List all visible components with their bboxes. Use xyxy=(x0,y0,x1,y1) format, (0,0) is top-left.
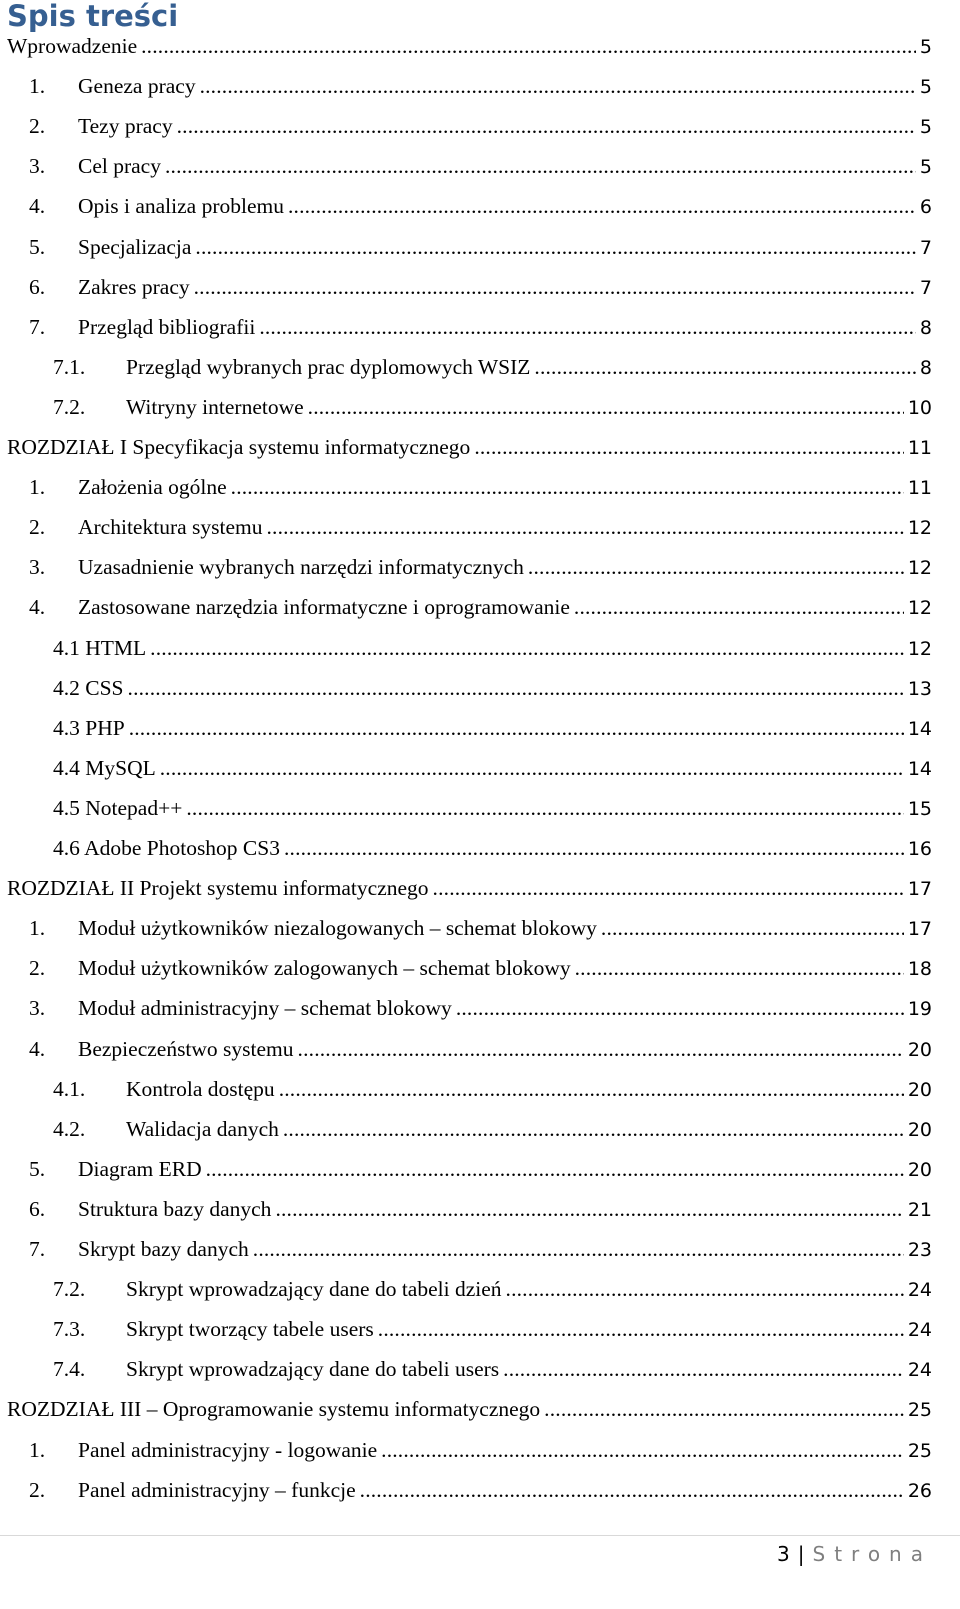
toc-entry-page: 24 xyxy=(907,1319,932,1342)
toc-entry-page: 24 xyxy=(907,1279,932,1302)
toc-entry-number: 7. xyxy=(29,314,46,339)
toc-entry-number: 4.1. xyxy=(53,1076,86,1101)
toc-dot-leader xyxy=(524,547,904,587)
toc-dot-leader xyxy=(196,66,916,106)
toc-entry-label: Panel administracyjny – funkcje xyxy=(78,1477,356,1502)
toc-dot-leader xyxy=(137,26,916,66)
toc-entry-label: Kontrola dostępu xyxy=(126,1076,275,1101)
toc-entry-number: 4. xyxy=(29,1036,46,1061)
toc-entry-label: Skrypt wprowadzający dane do tabeli dzień xyxy=(126,1277,502,1302)
toc-entry-number: 2. xyxy=(29,515,46,540)
toc-entry-page: 12 xyxy=(907,557,932,580)
toc-dot-leader xyxy=(275,1069,904,1109)
toc-entry[interactable] xyxy=(0,587,960,627)
toc-dot-leader xyxy=(124,668,904,708)
toc-entry[interactable] xyxy=(0,227,960,267)
toc-entry[interactable] xyxy=(0,387,960,427)
toc-entry-page: 20 xyxy=(907,1158,932,1181)
toc-entry-label: Moduł użytkowników zalogowanych – schemat blokowy xyxy=(78,956,571,981)
toc-entry-number: 7.2. xyxy=(53,1277,86,1302)
toc-entry[interactable] xyxy=(0,948,960,988)
toc-entry-label: ROZDZIAŁ I Specyfikacja systemu informatycznego xyxy=(7,435,471,459)
toc-entry[interactable] xyxy=(0,507,960,547)
toc-dot-leader xyxy=(374,1309,904,1349)
toc-dot-leader xyxy=(429,868,904,908)
toc-entry-label: 4.4 MySQL xyxy=(53,755,156,780)
toc-entry-label: Cel pracy xyxy=(78,154,161,179)
toc-dot-leader xyxy=(377,1430,904,1470)
toc-entry-number: 6. xyxy=(29,274,46,299)
toc-entry-page: 5 xyxy=(919,76,932,99)
toc-entry-label: Przegląd bibliografii xyxy=(78,314,256,339)
footer-separator: | xyxy=(797,1542,805,1566)
toc-entry[interactable] xyxy=(0,1269,960,1309)
toc-entry[interactable] xyxy=(0,828,960,868)
toc-entry[interactable] xyxy=(0,1349,960,1389)
toc-entry[interactable] xyxy=(0,186,960,226)
toc-dot-leader xyxy=(304,387,904,427)
toc-entry-label: 4.2 CSS xyxy=(53,675,124,700)
toc-dot-leader xyxy=(294,1029,904,1069)
toc-entry-page: 11 xyxy=(907,437,932,459)
toc-entry[interactable] xyxy=(0,1309,960,1349)
toc-dot-leader xyxy=(271,1189,903,1229)
toc-entry-number: 7. xyxy=(29,1237,46,1261)
toc-entry[interactable] xyxy=(0,748,960,788)
toc-entry-page: 16 xyxy=(907,838,932,860)
toc-entry-page: 23 xyxy=(907,1239,932,1261)
toc-entry-label: Diagram ERD xyxy=(78,1156,202,1181)
toc-entry-number: 2. xyxy=(29,956,46,981)
toc-entry-label: Zakres pracy xyxy=(78,274,190,299)
footer-divider xyxy=(0,1535,960,1536)
toc-entry-page: 20 xyxy=(907,1078,932,1101)
toc-entry-number: 2. xyxy=(29,1477,46,1502)
toc-entry-page: 11 xyxy=(907,477,932,500)
toc-dot-leader xyxy=(540,1389,904,1429)
toc-entry-label: Moduł użytkowników niezalogowanych – schemat blokowy xyxy=(78,916,597,941)
toc-dot-leader xyxy=(249,1229,904,1269)
toc-dot-leader xyxy=(125,708,904,748)
toc-entry-page: 21 xyxy=(907,1198,932,1221)
toc-entry-page: 5 xyxy=(919,116,932,139)
toc-entry-label: Skrypt tworzący tabele users xyxy=(126,1317,374,1342)
toc-entry-page: 5 xyxy=(919,156,932,179)
toc-dot-leader xyxy=(182,788,903,828)
toc-entry[interactable] xyxy=(0,868,960,908)
toc-dot-leader xyxy=(284,186,916,226)
toc-entry[interactable] xyxy=(0,668,960,708)
toc-entry-page: 12 xyxy=(907,517,932,540)
toc-dot-leader xyxy=(452,988,904,1028)
toc-entry-label: Bezpieczeństwo systemu xyxy=(78,1036,294,1061)
toc-entry-page: 17 xyxy=(907,878,932,901)
toc-entry-label: ROZDZIAŁ III – Oprogramowanie systemu informatycznego xyxy=(7,1397,541,1422)
footer-page-number: 3 xyxy=(777,1542,790,1566)
toc-entry-label: Geneza pracy xyxy=(78,74,196,99)
toc-entry-label: Walidacja danych xyxy=(126,1116,279,1141)
toc-entry[interactable] xyxy=(0,988,960,1028)
toc-dot-leader xyxy=(227,467,904,507)
toc-dot-leader xyxy=(279,1109,904,1149)
toc-entry-page: 7 xyxy=(919,276,932,299)
toc-dot-leader xyxy=(263,507,904,547)
toc-entry-page: 12 xyxy=(907,637,932,660)
toc-entry-label: Specjalizacja xyxy=(78,234,192,259)
toc-entry-number: 7.4. xyxy=(53,1357,86,1382)
toc-entry-label: Panel administracyjny - logowanie xyxy=(78,1437,378,1462)
toc-entry-number: 6. xyxy=(29,1196,46,1221)
toc-dot-leader xyxy=(530,347,916,387)
toc-entry-label: Struktura bazy danych xyxy=(78,1196,272,1221)
toc-entry[interactable] xyxy=(0,146,960,186)
toc-entry-label: Tezy pracy xyxy=(78,114,173,139)
toc-dot-leader xyxy=(502,1269,904,1309)
toc-entry[interactable] xyxy=(0,267,960,307)
toc-entry[interactable] xyxy=(0,26,960,66)
toc-entry[interactable] xyxy=(0,66,960,106)
toc-entry[interactable] xyxy=(0,1069,960,1109)
toc-entry-page: 20 xyxy=(907,1118,932,1141)
toc-entry-number: 4. xyxy=(29,194,46,219)
toc-dot-leader xyxy=(161,146,916,186)
page-footer xyxy=(777,1540,932,1568)
toc-entry-page: 8 xyxy=(919,356,932,379)
toc-entry-number: 7.2. xyxy=(53,394,86,419)
toc-entry[interactable] xyxy=(0,1189,960,1229)
toc-entry[interactable] xyxy=(0,347,960,387)
toc-entry-label: Zastosowane narzędzia informatyczne i oprogramowanie xyxy=(78,595,570,620)
toc-entry-number: 1. xyxy=(29,1437,46,1462)
toc-entry-label: Opis i analiza problemu xyxy=(78,194,284,219)
toc-dot-leader xyxy=(202,1149,904,1189)
toc-dot-leader xyxy=(156,748,904,788)
toc-dot-leader xyxy=(280,828,904,868)
toc-dot-leader xyxy=(470,427,904,467)
toc-dot-leader xyxy=(571,948,904,988)
toc-entry[interactable] xyxy=(0,1149,960,1189)
toc-entry[interactable] xyxy=(0,1109,960,1149)
toc-entry-page: 20 xyxy=(907,1038,932,1061)
toc-entry-label: Moduł administracyjny – schemat blokowy xyxy=(78,996,452,1021)
toc-entry-label: 4.5 Notepad++ xyxy=(53,795,183,820)
toc-entry-label: Przegląd wybranych prac dyplomowych WSIZ xyxy=(126,354,531,379)
toc-entry-page: 26 xyxy=(907,1479,932,1502)
toc-entry-page: 13 xyxy=(907,677,932,700)
toc-entry-page: 14 xyxy=(907,717,932,740)
toc-entry-page: 15 xyxy=(907,797,932,820)
toc-entry-page: 8 xyxy=(919,316,932,339)
toc-entry-number: 5. xyxy=(29,1156,46,1181)
toc-entry-page: 12 xyxy=(907,597,932,620)
toc-entry-page: 7 xyxy=(919,236,932,259)
toc-entry-page: 25 xyxy=(907,1439,932,1462)
toc-entry-number: 3. xyxy=(29,996,46,1021)
toc-entry-label: Skrypt bazy danych xyxy=(78,1237,249,1261)
toc-entry-page: 5 xyxy=(919,36,932,58)
toc-dot-leader xyxy=(255,307,916,347)
toc-entry[interactable] xyxy=(0,788,960,828)
toc-entry-label: Skrypt wprowadzający dane do tabeli users xyxy=(126,1357,500,1382)
toc-entry-label: Założenia ogólne xyxy=(78,475,227,500)
toc-dot-leader xyxy=(499,1349,904,1389)
toc-entry-number: 5. xyxy=(29,234,46,259)
toc-entry-number: 2. xyxy=(29,114,46,139)
toc-dot-leader xyxy=(191,227,916,267)
toc-entry-label: ROZDZIAŁ II Projekt systemu informatycznego xyxy=(7,876,429,901)
toc-dot-leader xyxy=(570,587,904,627)
toc-entry-number: 1. xyxy=(29,475,46,500)
toc-entry-page: 17 xyxy=(907,918,932,941)
toc-entry[interactable] xyxy=(0,427,960,467)
toc-entry-page: 10 xyxy=(907,396,932,419)
toc-entry-page: 14 xyxy=(907,757,932,780)
toc-entry[interactable] xyxy=(0,708,960,748)
toc-entry-label: Witryny internetowe xyxy=(126,394,304,419)
toc-entry[interactable] xyxy=(0,908,960,948)
toc-entry[interactable] xyxy=(0,1389,960,1429)
toc-dot-leader xyxy=(597,908,904,948)
toc-entry-label: 4.3 PHP xyxy=(53,715,125,740)
toc-entry[interactable] xyxy=(0,307,960,347)
toc-entry[interactable] xyxy=(0,628,960,668)
toc-entry-number: 1. xyxy=(29,74,46,99)
toc-entry-number: 7.1. xyxy=(53,354,86,379)
toc-entry-page: 6 xyxy=(919,196,932,219)
toc-entry-number: 7.3. xyxy=(53,1317,86,1342)
toc-dot-leader xyxy=(190,267,916,307)
toc-entry[interactable] xyxy=(0,1430,960,1470)
toc-entry-label: Architektura systemu xyxy=(78,515,263,540)
footer-page-word: Strona xyxy=(812,1542,932,1566)
toc-entry-number: 3. xyxy=(29,555,46,580)
toc-dot-leader xyxy=(356,1470,904,1510)
toc-entry[interactable] xyxy=(0,106,960,146)
toc-entry[interactable] xyxy=(0,1470,960,1510)
toc-entry-page: 18 xyxy=(907,958,932,981)
toc-entry-label: Uzasadnienie wybranych narzędzi informatycznych xyxy=(78,555,524,580)
toc-entry-page: 19 xyxy=(907,998,932,1021)
toc-entry-number: 1. xyxy=(29,916,46,941)
toc-entry[interactable] xyxy=(0,547,960,587)
toc-entry-number: 3. xyxy=(29,154,46,179)
toc-entry-label: 4.6 Adobe Photoshop CS3 xyxy=(53,836,280,860)
toc-dot-leader xyxy=(146,628,904,668)
page-title: Spis treści xyxy=(7,0,179,33)
toc-dot-leader xyxy=(173,106,916,146)
toc-entry[interactable] xyxy=(0,1029,960,1069)
toc-entry[interactable] xyxy=(0,1229,960,1269)
toc-entry-number: 4. xyxy=(29,595,46,620)
toc-entry-page: 24 xyxy=(907,1359,932,1382)
toc-entry[interactable] xyxy=(0,467,960,507)
toc-entry-label: Wprowadzenie xyxy=(7,34,138,58)
toc-entry-label: 4.1 HTML xyxy=(53,635,147,660)
toc-entry-number: 4.2. xyxy=(53,1116,86,1141)
toc-entry-page: 25 xyxy=(907,1399,932,1422)
